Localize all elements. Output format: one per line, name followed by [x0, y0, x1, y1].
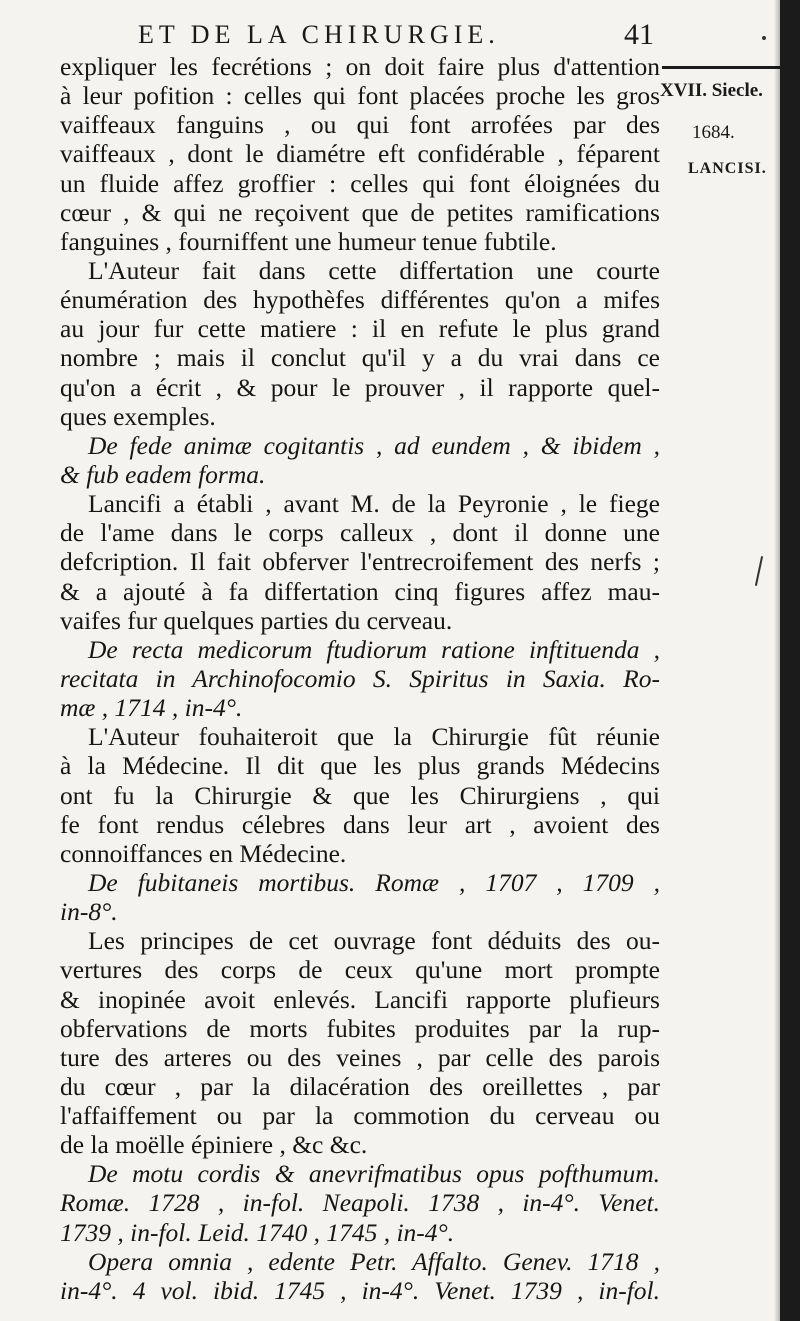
text-line: vaiffeaux , dont le diamétre eft confidérable , féparent [60, 139, 660, 169]
text-line: ture des arteres ou des veines , par celle des parois [60, 1042, 660, 1072]
text-line: & fub eadem forma. [60, 459, 266, 489]
text-line: De fede animæ cogitantis , ad eundem , & ibidem , [88, 430, 660, 460]
text-line: à leur pofition : celles qui font placées proche les gros [60, 81, 660, 111]
text-line: nombre ; mais il conclut qu'il y a du vrai dans ce [60, 343, 660, 373]
text-line: fe font rendus célebres dans leur art , avoient des [60, 809, 660, 839]
text-line: mæ , 1714 , in-4°. [60, 693, 243, 723]
text-line: énumération des hypothèfes différentes qu'on a mifes [60, 285, 660, 315]
text-line: & a ajouté à fa differtation cinq figures affez mau- [60, 576, 660, 606]
body-text [60, 52, 660, 1305]
text-line: obfervations de morts fubites produites par la rup- [60, 1013, 660, 1043]
text-line: De recta medicorum ftudiorum ratione inftituenda , [88, 634, 660, 664]
margin-year: 1684. [692, 122, 735, 143]
margin-notes [660, 80, 780, 178]
text-line: recitata in Archinofocomio S. Spiritus in Saxia. Ro- [60, 663, 660, 693]
text-line: ques exemples. [60, 401, 216, 431]
text-line: L'Auteur fouhaiteroit que la Chirurgie fût réunie [88, 722, 660, 752]
text-line: du cœur , par la dilacération des oreillettes , par [60, 1071, 660, 1101]
text-line: un fluide affez groffier : celles qui font éloignées du [60, 168, 660, 198]
text-line: Romæ. 1728 , in-fol. Neapoli. 1738 , in-4°. Venet. [60, 1188, 660, 1218]
margin-century: XVII. Siecle. [660, 80, 763, 101]
text-line: au jour fur cette matiere : il en refute le plus grand [60, 314, 660, 344]
text-line: Lancifi a établi , avant M. de la Peyronie , le fiege [88, 489, 660, 519]
text-line: vaiffeaux fanguins , ou qui font arrofées par des [60, 110, 660, 140]
text-line: expliquer les fecrétions ; on doit faire plus d'attention [60, 52, 660, 81]
text-line: L'Auteur fait dans cette differtation une courte [88, 255, 660, 285]
text-line: vaifes fur quelques parties du cerveau. [60, 605, 453, 635]
header-rule [662, 66, 780, 69]
text-line: 1739 , in-fol. Leid. 1740 , 1745 , in-4°. [60, 1217, 455, 1247]
text-line: defcription. Il fait obferver l'entrecroifement des nerfs ; [60, 547, 660, 577]
text-line: in-4°. 4 vol. ibid. 1745 , in-4°. Venet. 1739 , in-fol. [60, 1275, 660, 1305]
text-line: De motu cordis & anevrifmatibus opus pofthumum. [88, 1159, 660, 1189]
text-line: de l'ame dans le corps calleux , dont il donne une [60, 518, 660, 548]
text-line: l'affaiffement ou par la commotion du cerveau ou [60, 1101, 660, 1131]
text-line: de la moëlle épiniere , &c &c. [60, 1130, 368, 1160]
text-line: in-8°. [60, 897, 118, 927]
margin-pen-mark [755, 556, 763, 586]
margin-author: LANCISI. [688, 160, 767, 177]
page-number: 41 [624, 18, 654, 51]
running-title: ET DE LA CHIRURGIE. [138, 20, 500, 49]
text-line: Opera omnia , edente Petr. Affalto. Genev. 1718 , [88, 1246, 660, 1276]
text-line: qu'on a écrit , & pour le prouver , il rapporte quel- [60, 372, 660, 402]
text-line: Les principes de cet ouvrage font déduits des ou- [88, 926, 660, 956]
text-line: & inopinée avoit enlevés. Lancifi rapporte plufieurs [60, 984, 660, 1014]
ink-speck [762, 36, 766, 40]
text-line: connoiffances en Médecine. [60, 838, 347, 868]
text-line: De fubitaneis mortibus. Romæ , 1707 , 1709 , [88, 867, 660, 897]
text-line: fanguines , fourniffent une humeur tenue fubtile. [60, 226, 557, 256]
text-line: ont fu la Chirurgie & que les Chirurgiens , qui [60, 780, 660, 810]
text-line: à la Médecine. Il dit que les plus grands Médecins [60, 751, 660, 781]
text-line: vertures des corps de ceux qu'une mort prompte [60, 955, 660, 985]
text-line: cœur , & qui ne reçoivent que de petites ramifications [60, 197, 660, 227]
